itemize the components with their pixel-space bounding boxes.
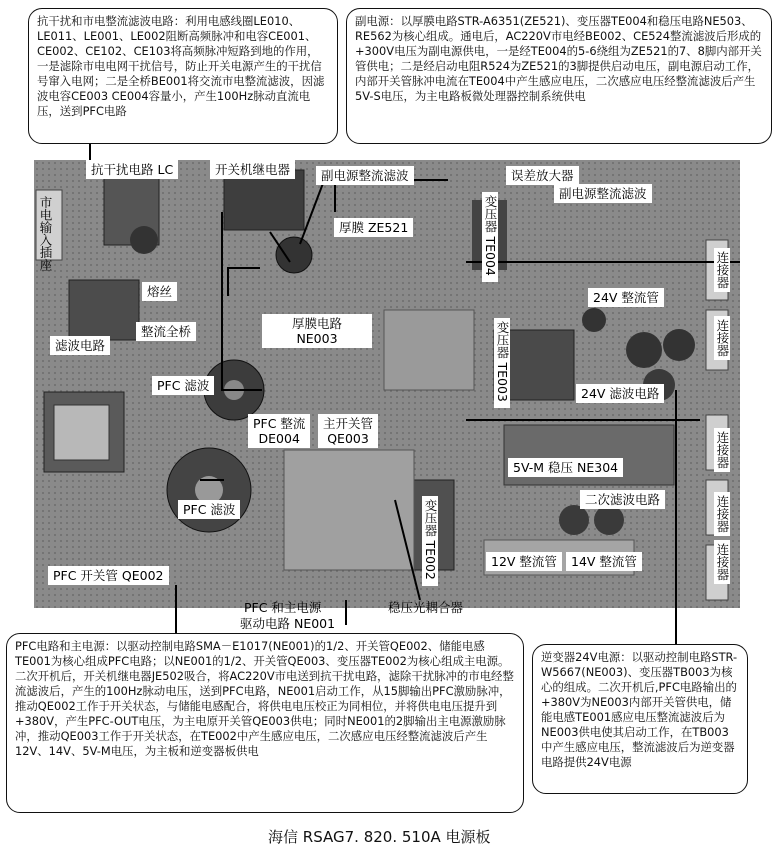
label-pfc-filter-2: PFC 滤波 (178, 500, 240, 519)
label-transformer-te002: 变压器 TE002 (422, 496, 438, 586)
label-optocoupler: 稳压光耦合器 (388, 600, 464, 615)
box-inverter-24v: 逆变器24V电源：以驱动控制电路STR-W5667(NE003)、变压器TB003为核心的组成。二次开机后,PFC电路输出的+380V为NE003内部开关管供电，储能电感TE001感应电压整流滤波后为NE003供电使其启动工作，在TB003中产生感应电压，整流滤波后为逆变器电路提供24V电源 (532, 644, 748, 794)
label-connector-3: 连接器 (714, 428, 730, 472)
label-mains-input: 市电输入插座 (38, 196, 53, 271)
label-14v-rectifier: 14V 整流管 (566, 552, 642, 571)
label-12v-rectifier: 12V 整流管 (486, 552, 562, 571)
label-driver-ne001: 驱动电路 NE001 (240, 616, 336, 631)
label-filter-circuit: 滤波电路 (50, 336, 110, 355)
label-transformer-te004: 变压器 TE004 (482, 192, 498, 282)
label-connector-4: 连接器 (714, 492, 730, 536)
label-transformer-te003: 变压器 TE003 (494, 318, 510, 408)
label-pfc-rect-de004 (248, 414, 310, 448)
label-fuse: 熔丝 (142, 282, 177, 301)
box-pfc-main-power: PFC电路和主电源：以驱动控制电路SMA－E1017(NE001)的1/2、开关管QE002、储能电感TE001为核心组成PFC电路；以NE001的1/2、开关管QE003、变压器TE002为核心组成主电源。二次开机后，开关机继电器JE502吸合，将AC220V市电送到抗干扰电路，滤除干扰脉冲的市电经整流滤波后，产生的100Hz脉动电压，送到PFC电路，NE001启动工作，从15脚输出PFC激励脉冲，推动QE002工作于开关状态，与储能电感配合，将供电电压校正为同相位，并将供电电压提升到+380V，产生PFC-OUT电压，为主电原开关管QE003供电；同时NE001的2脚输出主电源激励脉冲，推动QE003工作于开关状态，在TE002中产生感应电压，二次感应电压经整流滤波后产生12V、14V、5V-M电压，为主板和逆变器板供电 (6, 633, 524, 813)
label-connector-1: 连接器 (714, 248, 730, 292)
label-thick-film-ne003-line1: 厚膜电路 (291, 316, 342, 331)
label-bridge: 整流全桥 (136, 322, 196, 341)
label-relay: 开关机继电器 (210, 160, 295, 179)
label-main-switch-qe003 (318, 414, 378, 448)
caption: 海信 RSAG7. 820. 510A 电源板 (268, 828, 491, 846)
label-thick-film-ne003 (262, 314, 372, 348)
label-5vm-regulator: 5V-M 稳压 NE304 (508, 458, 623, 477)
label-thick-film-ze521: 厚膜 ZE521 (334, 218, 413, 237)
label-24v-filter: 24V 滤波电路 (576, 384, 664, 403)
label-pfc-main-power: PFC 和主电源 (244, 600, 322, 615)
label-connector-5: 连接器 (714, 540, 730, 584)
label-error-amp: 误差放大器 (506, 166, 579, 185)
label-connector-2: 连接器 (714, 316, 730, 360)
box-aux-power: 副电源：以厚膜电路STR-A6351(ZE521)、变压器TE004和稳压电路NE503、RE562为核心组成。通电后，AC220V市电经BE002、CE524整流滤波后形成的+300V电压为副电源供电，一是经TE004的5-6绕组为ZE521的7、8脚内部开关管供电；二是经启动电阻R524为ZE521的3脚提供启动电压，副电源启动工作，内部开关管脉冲电流在TE004中产生感应电压，二次感应电压经整流滤波后产生5V-S电压，为主电路板微处理器控制系统供电 (346, 8, 772, 144)
label-thick-film-ne003-line2: NE003 (296, 331, 338, 346)
label-aux-rectifier: 副电源整流滤波 (316, 166, 414, 185)
label-anti-interference-lc: 抗干扰电路 LC (86, 160, 178, 179)
box-anti-interference: 抗干扰和市电整流滤波电路：利用电感线圈LE010、LE011、LE001、LE002阻断高频脉冲和电容CE001、CE002、CE102、CE103将高频脉冲短路到地的作用，一是滤除市电电网干扰信号，防止开关电源产生的干扰信号窜入电网；二是全桥BE001将交流市电整流滤波，因滤波电容CE003 CE004容量小，产生100Hz脉动直流电压，送到PFC电路 (28, 8, 338, 144)
label-main-switch-line1: 主开关管 (323, 416, 374, 431)
label-pfc-rect-line2: DE004 (258, 431, 300, 446)
label-aux-rectifier-right: 副电源整流滤波 (554, 184, 652, 203)
label-secondary-filter: 二次滤波电路 (580, 490, 665, 509)
label-pfc-filter-1: PFC 滤波 (152, 376, 214, 395)
label-24v-rectifier: 24V 整流管 (588, 288, 664, 307)
label-main-switch-line2: QE003 (327, 431, 369, 446)
label-pfc-switch-qe002: PFC 开关管 QE002 (48, 566, 169, 585)
label-pfc-rect-line1: PFC 整流 (253, 416, 306, 431)
